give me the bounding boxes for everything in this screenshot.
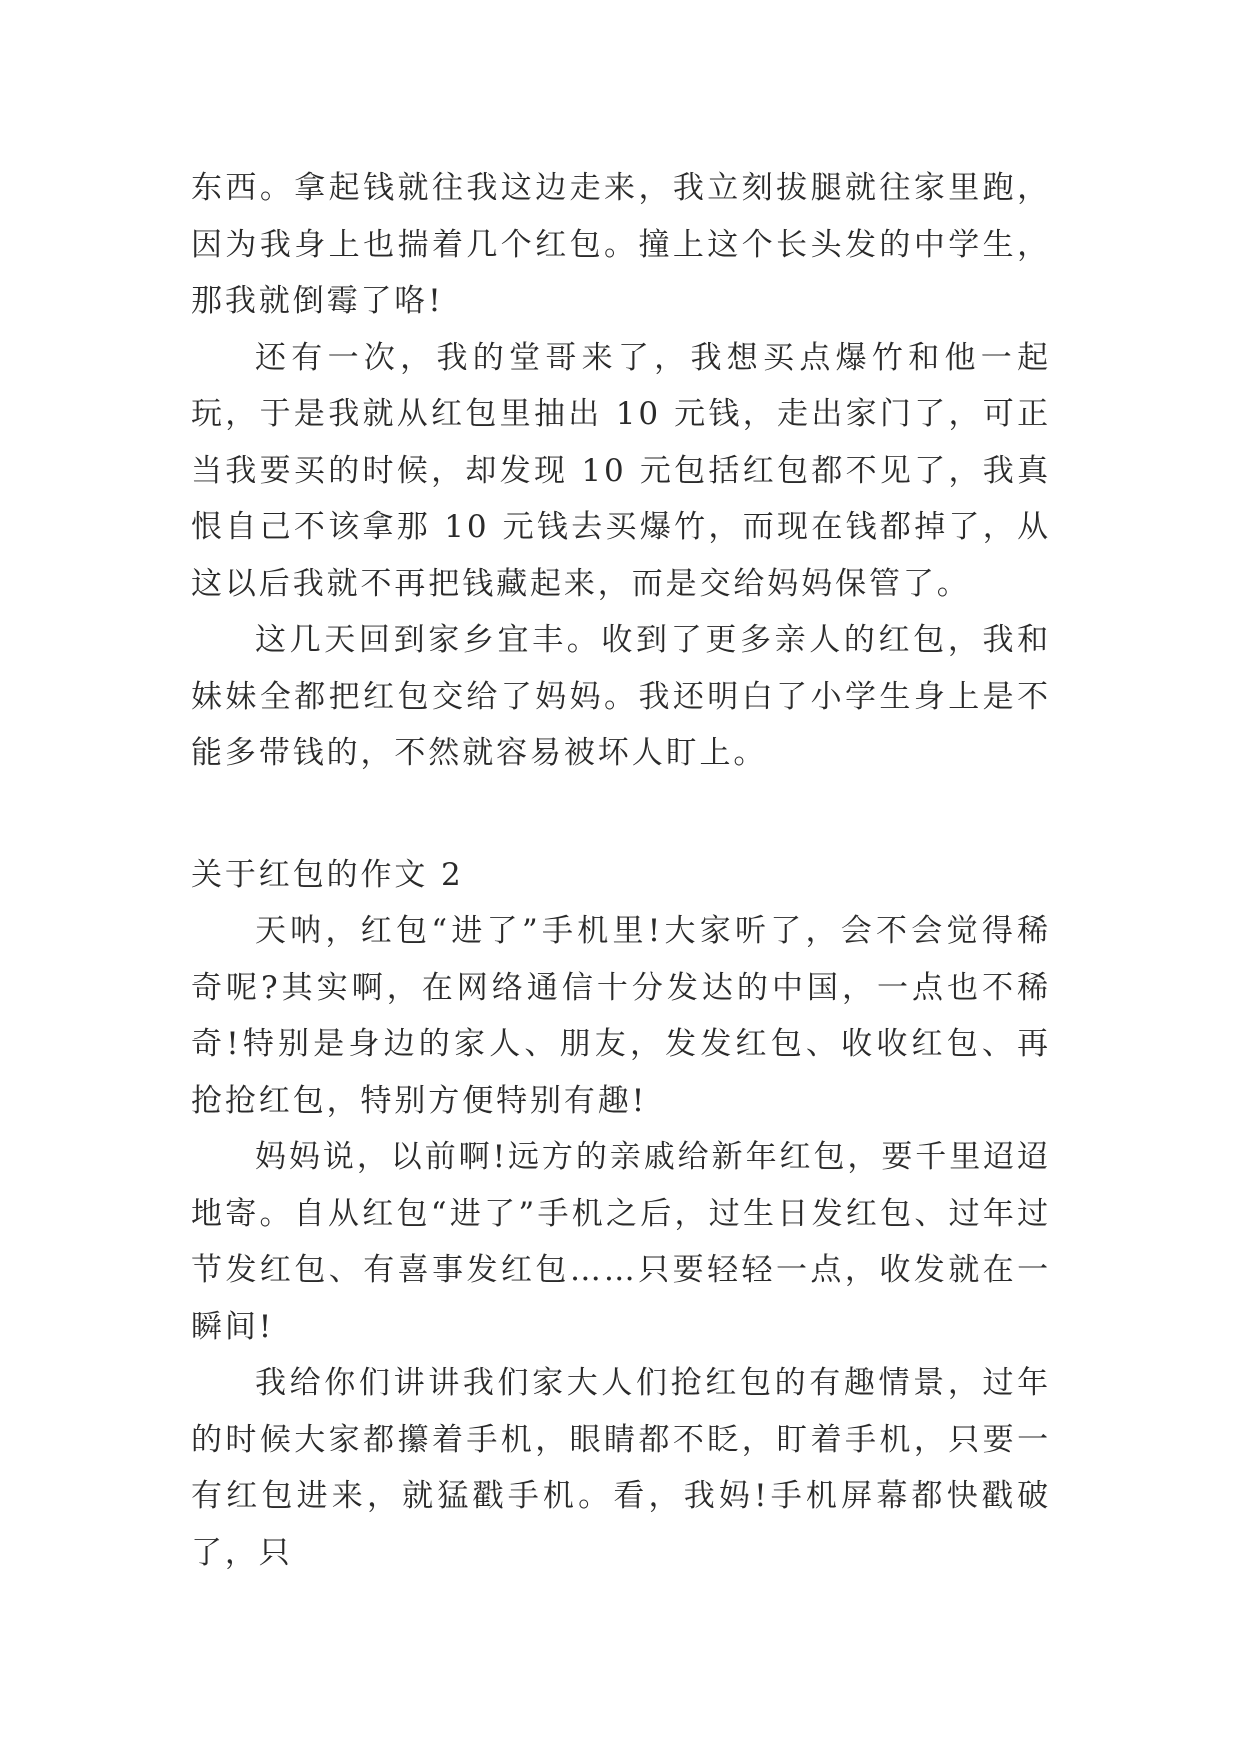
paragraph-5: 妈妈说，以前啊!远方的亲戚给新年红包，要千里迢迢地寄。自从红包“进了”手机之后，过生日发红包、过年过节发红包、有喜事发红包……只要轻轻一点，收发就在一瞬间! bbox=[191, 1139, 1051, 1345]
paragraph-6: 我给你们讲讲我们家大人们抢红包的有趣情景，过年的时候大家都攥着手机，眼睛都不眨，盯着手机，只要一有红包进来，就猛戳手机。看，我妈!手机屏幕都快戳破了，只 bbox=[191, 1365, 1051, 1571]
paragraph-2: 还有一次，我的堂哥来了，我想买点爆竹和他一起玩，于是我就从红包里抽出 10 元钱，走出家门了，可正当我要买的时候，却发现 10 元包括红包都不见了，我真恨自己不该拿那 10 元钱去买爆竹，而现在钱都掉了，从这以后我就不再把钱藏起来，而是交给妈妈保管了。 bbox=[191, 339, 1051, 602]
paragraph-1: 东西。拿起钱就往我这边走来，我立刻拔腿就往家里跑，因为我身上也揣着几个红包。撞上这个长头发的中学生，那我就倒霉了咯! bbox=[191, 170, 1051, 319]
section-title: 关于红包的作文 2 bbox=[191, 856, 464, 893]
document-body bbox=[191, 160, 1051, 1581]
section-gap bbox=[191, 782, 1051, 847]
paragraph-3: 这几天回到家乡宜丰。收到了更多亲人的红包，我和妹妹全都把红包交给了妈妈。我还明白了小学生身上是不能多带钱的，不然就容易被坏人盯上。 bbox=[191, 622, 1051, 771]
paragraph-4: 天呐，红包“进了”手机里!大家听了，会不会觉得稀奇呢?其实啊，在网络通信十分发达的中国，一点也不稀奇!特别是身边的家人、朋友，发发红包、收收红包、再抢抢红包，特别方便特别有趣! bbox=[191, 913, 1051, 1119]
